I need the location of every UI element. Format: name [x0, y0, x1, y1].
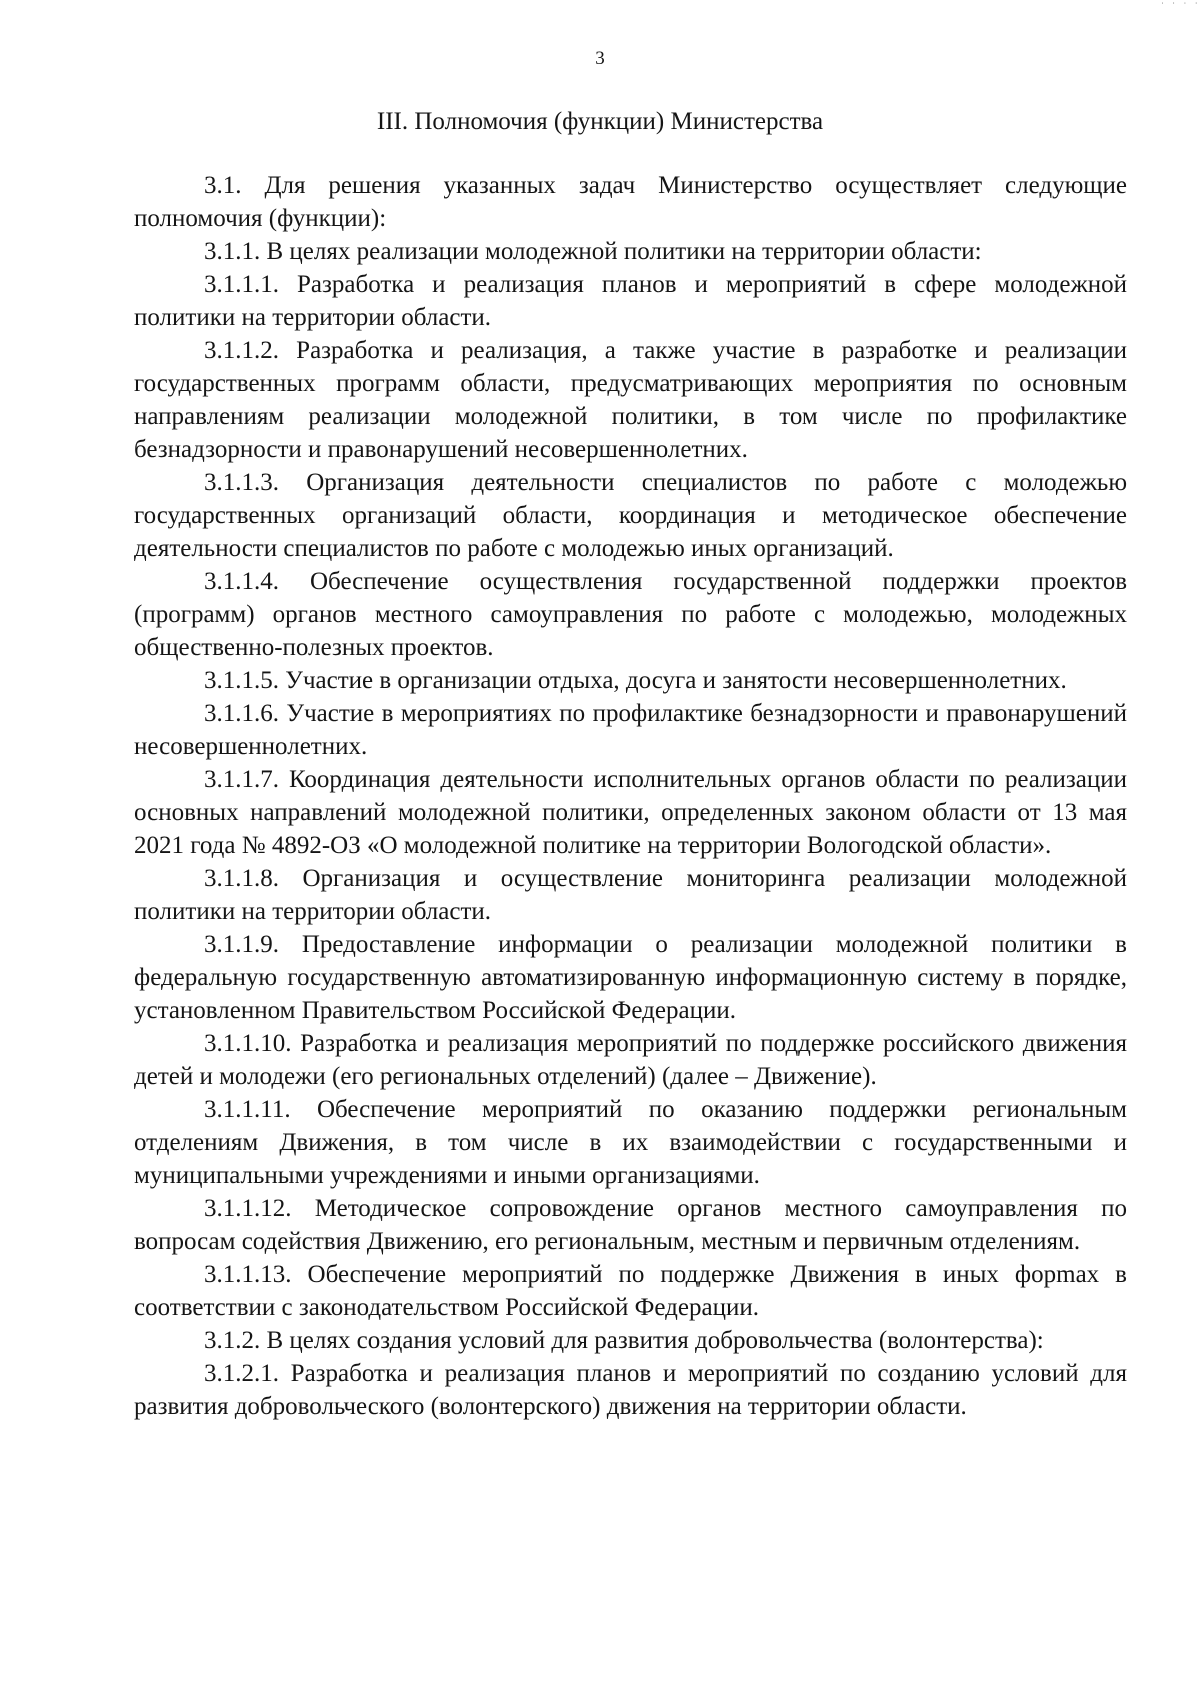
paragraph-3-1-1-8: 3.1.1.8. Организация и осуществление мониторинга реализации молодежной политики на территории области.	[134, 865, 1127, 925]
corner-scan-mark: · · · ·	[1160, 0, 1200, 4]
paragraph-3-1-1-13: 3.1.1.13. Обеспечение мероприятий по поддержке Движения в иных форmах в соответствии с законодательством Российской Федерации.	[134, 1261, 1127, 1321]
paragraph-3-1-1-4: 3.1.1.4. Обеспечение осуществления государственной поддержки проектов (программ) органов местного самоуправления по работе с молодежью, молодежных общественно-полезных проектов.	[134, 568, 1127, 661]
paragraph-3-1-1-3: 3.1.1.3. Организация деятельности специалистов по работе с молодежью государственных организаций области, координация и методическое обеспечение деятельности специалистов по работе с молодежью иных организаций.	[134, 469, 1127, 562]
paragraph-3-1-1-10: 3.1.1.10. Разработка и реализация мероприятий по поддержке российского движения детей и молодежи (его региональных отделений) (далее – Движение).	[134, 1030, 1127, 1090]
page-number: 3	[595, 48, 605, 69]
paragraph-3-1-1: 3.1.1. В целях реализации молодежной политики на территории области:	[204, 238, 982, 265]
paragraph-3-1: 3.1. Для решения указанных задач Министерство осуществляет следующие полномочия (функции):	[134, 172, 1127, 232]
paragraph-3-1-1-12: 3.1.1.12. Методическое сопровождение органов местного самоуправления по вопросам содействия Движению, его региональным, местным и первичным отделениям.	[134, 1195, 1127, 1255]
paragraph-3-1-1-2: 3.1.1.2. Разработка и реализация, а также участие в разработке и реализации государственных программ области, предусматривающих мероприятия по основным направлениям реализации молодежной политики, в том числе по профилактике безнадзорности и правонарушений несовершеннолетних.	[134, 337, 1127, 463]
paragraph-3-1-1-11: 3.1.1.11. Обеспечение мероприятий по оказанию поддержки региональным отделениям Движения, в том числе в их взаимодействии с государственными и муниципальными учреждениями и иными организациями.	[134, 1096, 1127, 1189]
paragraph-3-1-1-5: 3.1.1.5. Участие в организации отдыха, досуга и занятости несовершеннолетних.	[204, 667, 1067, 694]
paragraph-3-1-1-6: 3.1.1.6. Участие в мероприятиях по профилактике безнадзорности и правонарушений несовершеннолетних.	[134, 700, 1127, 760]
paragraph-3-1-1-1: 3.1.1.1. Разработка и реализация планов и мероприятий в сфере молодежной политики на территории области.	[134, 271, 1127, 331]
paragraph-3-1-2-1: 3.1.2.1. Разработка и реализация планов и мероприятий по созданию условий для развития добровольческого (волонтерского) движения на территории области.	[134, 1360, 1127, 1420]
paragraph-3-1-1-9: 3.1.1.9. Предоставление информации о реализации молодежной политики в федеральную государственную автоматизированную информационную систему в порядке, установленном Правительством Российской Федерации.	[134, 931, 1127, 1024]
paragraph-3-1-2: 3.1.2. В целях создания условий для развития добровольчества (волонтерства):	[204, 1327, 1044, 1354]
paragraph-3-1-1-7: 3.1.1.7. Координация деятельности исполнительных органов области по реализации основных направлений молодежной политики, определенных законом области от 13 мая 2021 года № 4892-ОЗ «О молодежной политике на территории Вологодской области».	[134, 766, 1127, 859]
section-heading: III. Полномочия (функции) Министерства	[376, 108, 824, 135]
body-text	[134, 169, 1127, 1423]
